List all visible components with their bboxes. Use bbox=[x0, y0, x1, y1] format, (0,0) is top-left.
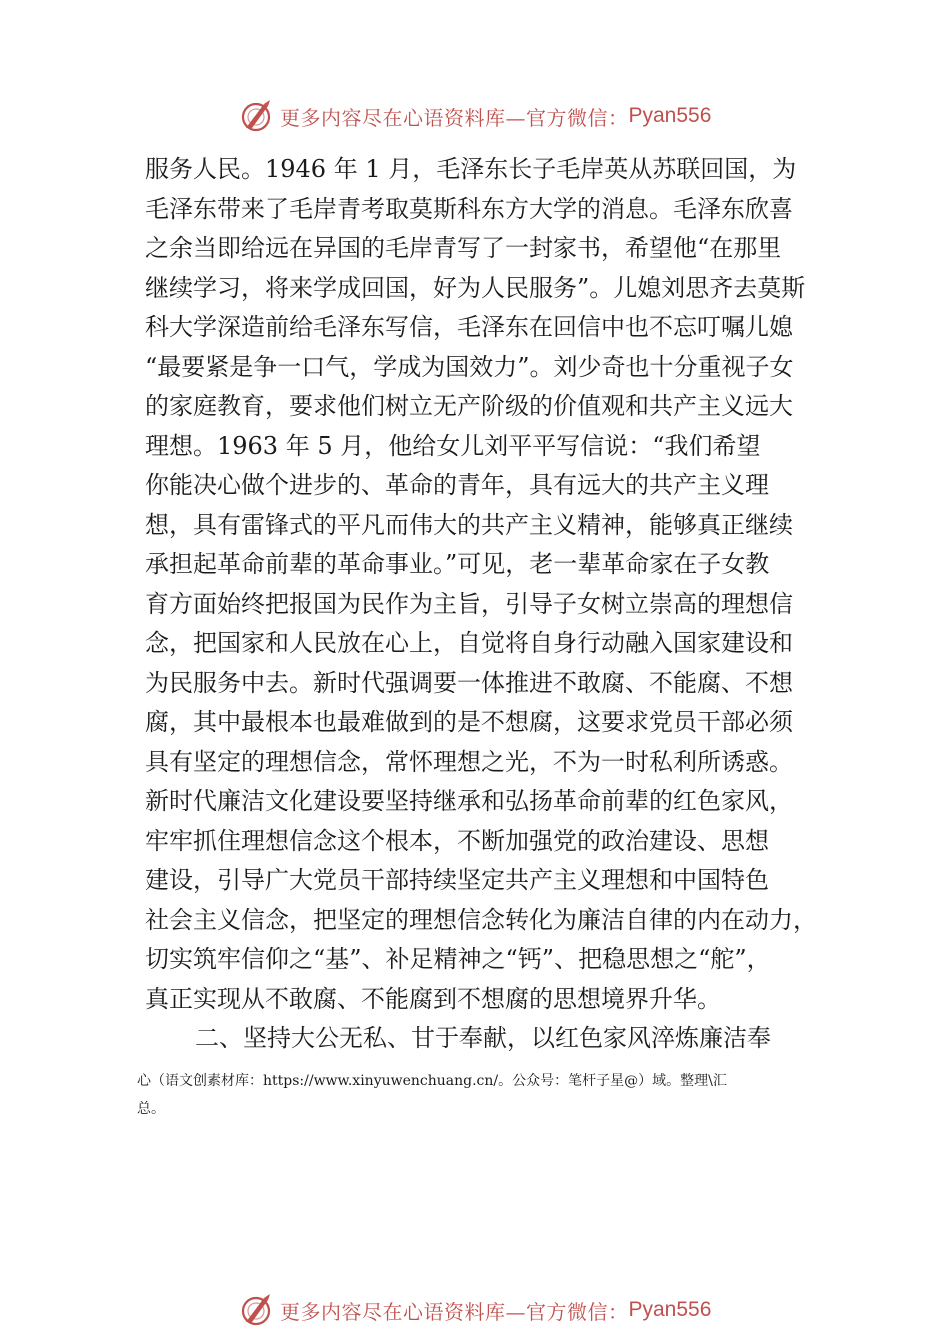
watermark-text: 更多内容尽在心语资料库—官方微信： bbox=[280, 1299, 629, 1324]
text-line: 毛泽东带来了毛岸青考取莫斯科东方大学的消息。毛泽东欣喜 bbox=[145, 194, 793, 223]
watermark-wechat-id: Pyan556 bbox=[628, 104, 712, 127]
text-line: 之余当即给远在异国的毛岸青写了一封家书，希望他“在那里 bbox=[145, 234, 782, 262]
watermark-text: 更多内容尽在心语资料库—官方微信： bbox=[280, 105, 629, 130]
text-line: 承担起革命前辈的革命事业。”可见，老一辈革命家在子女教 bbox=[145, 550, 770, 578]
document-body bbox=[145, 150, 835, 1059]
text-line: 的家庭教育，要求他们树立无产阶级的价值观和共产主义远大 bbox=[145, 392, 793, 420]
quill-logo-icon bbox=[238, 1292, 274, 1328]
text-line: 科大学深造前给毛泽东写信，毛泽东在回信中也不忘叮嘱儿媳 bbox=[145, 313, 793, 341]
text-line: 建设，引导广大党员干部持续坚定共产主义理想和中国特色 bbox=[145, 866, 769, 894]
source-note bbox=[137, 1067, 827, 1123]
quill-logo-icon bbox=[238, 98, 274, 134]
header-watermark bbox=[238, 96, 758, 136]
text-line: 育方面始终把报国为民作为主旨，引导子女树立崇高的理想信 bbox=[145, 589, 793, 618]
text-line: 想，具有雷锋式的平凡而伟大的共产主义精神，能够真正继续 bbox=[145, 510, 793, 539]
text-line: 真正实现从不敢腐、不能腐到不想腐的思想境界升华。 bbox=[145, 984, 721, 1013]
text-line: 继续学习，将来学成回国，好为人民服务”。儿媳刘思齐去莫斯 bbox=[145, 273, 806, 302]
text-line: 念，把国家和人民放在心上，自觉将自身行动融入国家建设和 bbox=[145, 629, 793, 657]
source-note-line: 心（语文创素材库：https://www.xinyuwenchuang.cn/。公众号：笔杆子星@）域。整理\汇 bbox=[137, 1073, 727, 1089]
footer-watermark bbox=[238, 1290, 758, 1330]
section-heading-line: 二、坚持大公无私、甘于奉献，以红色家风淬炼廉洁奉 bbox=[195, 1024, 771, 1052]
text-line: 为民服务中去。新时代强调要一体推进不敢腐、不能腐、不想 bbox=[145, 668, 793, 697]
watermark-wechat-id: Pyan556 bbox=[628, 1298, 712, 1321]
text-line: 你能决心做个进步的、革命的青年，具有远大的共产主义理 bbox=[145, 471, 769, 499]
text-line: 牢牢抓住理想信念这个根本，不断加强党的政治建设、思想 bbox=[145, 826, 769, 855]
text-line: 理想。1963 年 5 月，他给女儿刘平平写信说：“我们希望 bbox=[145, 431, 761, 460]
text-line: 腐，其中最根本也最难做到的是不想腐，这要求党员干部必须 bbox=[145, 708, 793, 736]
text-line: 服务人民。1946 年 1 月，毛泽东长子毛岸英从苏联回国，为 bbox=[145, 155, 797, 183]
text-line: 切实筑牢信仰之“基”、补足精神之“钙”、把稳思想之“舵”， bbox=[145, 945, 771, 973]
text-line: 具有坚定的理想信念，常怀理想之光，不为一时私利所诱惑。 bbox=[145, 747, 793, 776]
text-line: 社会主义信念，把坚定的理想信念转化为廉洁自律的内在动力， bbox=[145, 905, 817, 934]
text-line: 新时代廉洁文化建设要坚持继承和弘扬革命前辈的红色家风， bbox=[145, 787, 793, 815]
source-note-line: 总。 bbox=[137, 1101, 165, 1117]
text-line: “最要紧是争一口气，学成为国效力”。刘少奇也十分重视子女 bbox=[145, 352, 794, 381]
